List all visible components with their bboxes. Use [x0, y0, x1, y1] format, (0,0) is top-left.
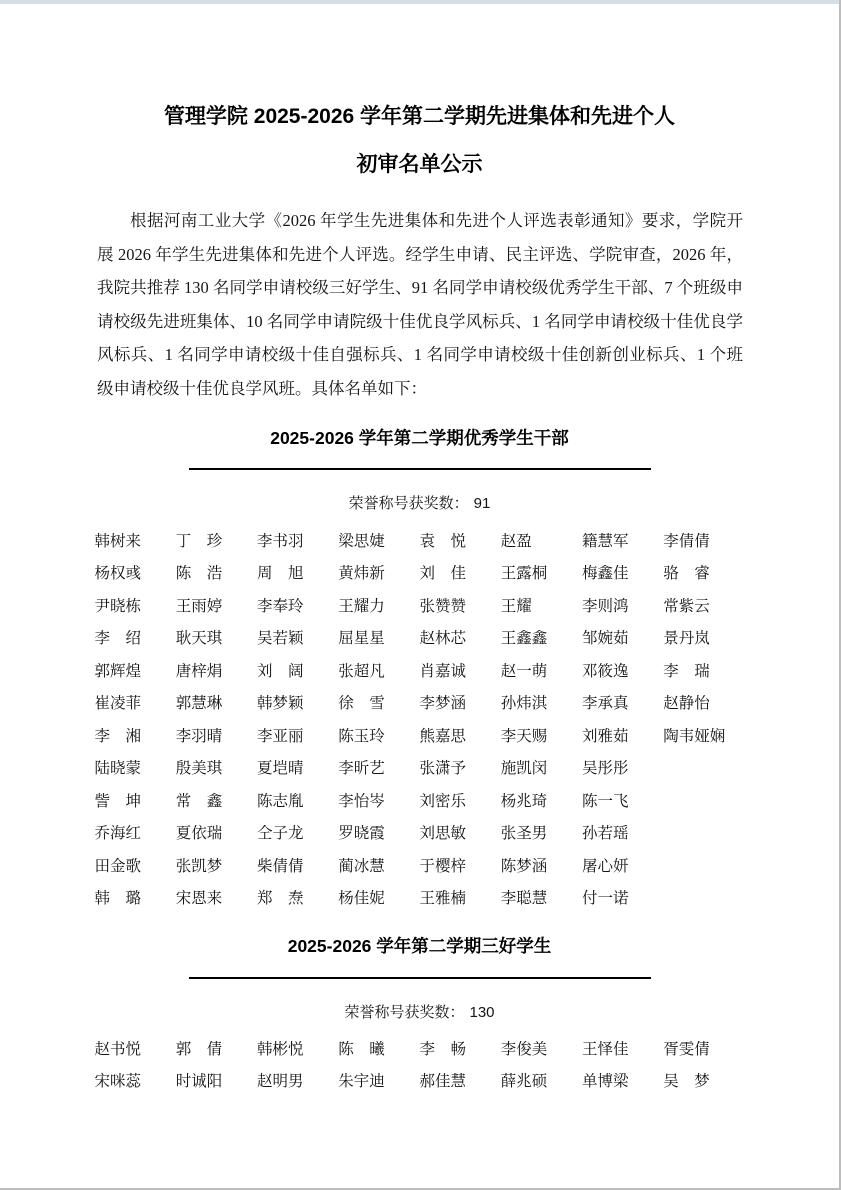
student-name: 徐 雪: [338, 695, 385, 712]
student-name: 柴倩倩: [257, 857, 304, 875]
student-name: 郭 倩: [175, 1040, 223, 1058]
student-name: 李 湘: [94, 727, 142, 745]
student-name: 张潇予: [419, 760, 467, 777]
student-name: 陈 浩: [175, 565, 223, 582]
student-name: 李倩倩: [663, 532, 710, 550]
student-name: 杨兆琦: [500, 792, 548, 810]
student-name: 陈志胤: [257, 792, 304, 810]
student-name: 常紫云: [663, 597, 710, 615]
student-name: 吴若颖: [257, 630, 304, 647]
student-name: 肖嘉诚: [419, 662, 467, 680]
student-name: 李则鸿: [582, 597, 629, 615]
student-name: 梁思婕: [338, 532, 385, 550]
student-name: 尹晓栋: [94, 597, 142, 615]
empty-cell: [663, 881, 744, 914]
student-name: 韩彬悦: [257, 1040, 304, 1058]
award-count-line: [0, 979, 839, 1022]
student-name: 陶韦娅娴: [663, 727, 726, 745]
student-name: 李羽晴: [175, 727, 223, 745]
student-name: 王露桐: [500, 565, 548, 582]
student-name: 殷美琪: [175, 760, 223, 777]
student-name: 刘密乐: [419, 792, 467, 810]
student-name: 郭辉煌: [94, 662, 142, 680]
award-count-line: [0, 470, 839, 513]
student-name-grid: [95, 523, 745, 913]
student-name: 时诚阳: [175, 1073, 223, 1091]
student-name: 唐梓焆: [175, 662, 223, 680]
student-name-grid: [95, 1032, 745, 1097]
student-name: 李怡岑: [338, 792, 385, 810]
student-name: 张超凡: [338, 662, 385, 680]
student-name: 罗晓霞: [338, 825, 385, 842]
empty-cell: [663, 816, 744, 849]
student-name: 李俊美: [500, 1040, 548, 1058]
student-name: 陈玉玲: [338, 727, 385, 745]
student-name: 王耀力: [338, 597, 385, 615]
student-name: 赵盈: [500, 532, 532, 550]
student-name: 韩梦颖: [257, 695, 304, 712]
empty-cell: [663, 848, 744, 881]
student-name: 杨佳妮: [338, 890, 385, 907]
student-name: 赵一萌: [500, 662, 548, 680]
student-name: 屈星星: [338, 630, 385, 647]
student-name: 陈 曦: [338, 1040, 385, 1058]
student-name: 张赞赞: [419, 597, 467, 615]
student-name: 杨权彧: [94, 565, 142, 582]
student-name: 李书羽: [257, 532, 304, 550]
student-name: 刘思敏: [419, 825, 467, 842]
student-name: 陆晓蒙: [94, 760, 142, 777]
student-name: 王雨婷: [175, 597, 223, 615]
empty-cell: [663, 783, 744, 816]
student-name: 赵明男: [257, 1073, 304, 1091]
student-name: 胥雯倩: [663, 1040, 710, 1058]
student-name: 单博梁: [582, 1073, 629, 1091]
student-name: 王耀: [500, 597, 532, 615]
student-name: 朱宇迪: [338, 1073, 385, 1091]
student-name: 李梦涵: [419, 695, 467, 712]
student-name: 熊嘉思: [419, 727, 467, 745]
award-count-value: 130: [469, 1003, 495, 1021]
award-sections: [0, 405, 839, 1097]
student-name: 蔺冰慧: [338, 857, 385, 875]
student-name: 李 绍: [94, 630, 142, 647]
student-name: 黄炜新: [338, 565, 385, 582]
student-name: 于樱梓: [419, 857, 467, 875]
award-count-label: 荣誉称号获奖数：: [344, 1004, 465, 1021]
student-name: 宋咪蕊: [94, 1073, 142, 1091]
section-heading: 2025-2026 学年第二学期三好学生: [287, 936, 552, 957]
student-name: 袁 悦: [419, 532, 467, 550]
student-name: 耿天琪: [175, 630, 223, 647]
student-name: 刘 佳: [419, 565, 467, 582]
student-name: 田金歌: [94, 857, 142, 875]
student-name: 李承真: [582, 695, 629, 712]
student-name: 王雅楠: [419, 890, 467, 907]
student-name: 夏垲晴: [257, 760, 304, 777]
student-name: 张凯梦: [175, 857, 223, 875]
student-name: 邓筱逸: [582, 662, 629, 680]
intro-paragraph: 根据河南工业大学《2026 年学生先进集体和先进个人评选表彰通知》要求，学院开展 2026 年学生先进集体和先进个人评选。经学生申请、民主评选、学院审查，2026 年，我院共推荐 130 名同学申请校级三好学生、91 名同学申请校级优秀学生干部、7 个班级申请校级先进班集体、10 名同学申请院级十佳优良学风标兵、1 名同学申请校级十佳优良学风标兵、1 名同学申请校级十佳自强标兵、1 名同学申请校级十佳创新创业标兵、1 个班级申请校级十佳优良学风班。具体名单如下：: [97, 211, 744, 398]
student-name: 崔凌菲: [94, 695, 142, 712]
student-name: 李天赐: [500, 727, 548, 745]
student-name: 邹婉茹: [582, 630, 629, 647]
student-name: 郝佳慧: [419, 1073, 467, 1091]
student-name: 仝子龙: [257, 825, 304, 842]
student-name: 韩 璐: [94, 890, 142, 907]
student-name: 夏依瑞: [175, 825, 223, 842]
student-name: 屠心妍: [582, 857, 629, 875]
award-count-value: 91: [473, 495, 491, 513]
student-name: 李 畅: [419, 1040, 467, 1058]
award-count-label: 荣誉称号获奖数：: [348, 496, 469, 513]
student-name: 李昕艺: [338, 760, 385, 777]
student-name: 王鑫鑫: [500, 630, 548, 647]
page-top-edge: [0, 0, 839, 4]
student-name: 李聪慧: [500, 890, 548, 907]
student-name: 赵书悦: [94, 1040, 142, 1058]
award-section: [0, 405, 839, 913]
student-name: 李亚丽: [257, 727, 304, 745]
student-name: 施凯闵: [500, 760, 548, 777]
student-name: 景丹岚: [663, 630, 710, 647]
section-heading: 2025-2026 学年第二学期优秀学生干部: [270, 428, 569, 448]
student-name: 籍慧军: [582, 532, 629, 550]
student-name: 郑 焘: [257, 890, 304, 907]
student-name: 梅鑫佳: [582, 565, 629, 582]
doc-title-line1: 管理学院 2025-2026 学年第二学期先进集体和先进个人: [163, 105, 676, 128]
student-name: 宋恩来: [175, 890, 223, 907]
empty-cell: [663, 751, 744, 784]
student-name: 吴 梦: [663, 1073, 710, 1091]
student-name: 常 鑫: [175, 792, 223, 810]
student-name: 訾 坤: [94, 792, 142, 810]
student-name: 乔海红: [94, 825, 142, 842]
student-name: 郭慧琳: [175, 695, 223, 712]
student-name: 张圣男: [500, 825, 548, 842]
student-name: 孙若瑶: [582, 825, 629, 842]
student-name: 陈一飞: [582, 792, 629, 810]
student-name: 薛兆硕: [500, 1073, 548, 1091]
student-name: 骆 睿: [663, 565, 710, 582]
student-name: 吴彤彤: [582, 760, 629, 777]
student-name: 李奉玲: [257, 597, 304, 615]
student-name: 丁 珍: [175, 532, 223, 550]
student-name: 赵静怡: [663, 695, 710, 712]
student-name: 赵林芯: [419, 630, 467, 647]
student-name: 孙炜淇: [500, 695, 548, 712]
student-name: 付一诺: [582, 890, 629, 907]
doc-title-line2: 初审名单公示: [356, 153, 483, 176]
student-name: 刘雅茹: [582, 727, 629, 745]
student-name: 李 瑞: [663, 662, 710, 680]
student-name: 王怿佳: [582, 1040, 629, 1058]
student-name: 刘 阔: [257, 662, 304, 680]
student-name: 周 旭: [257, 565, 304, 582]
award-section: [0, 913, 839, 1096]
student-name: 陈梦涵: [500, 857, 548, 875]
student-name: 韩树来: [94, 532, 142, 550]
